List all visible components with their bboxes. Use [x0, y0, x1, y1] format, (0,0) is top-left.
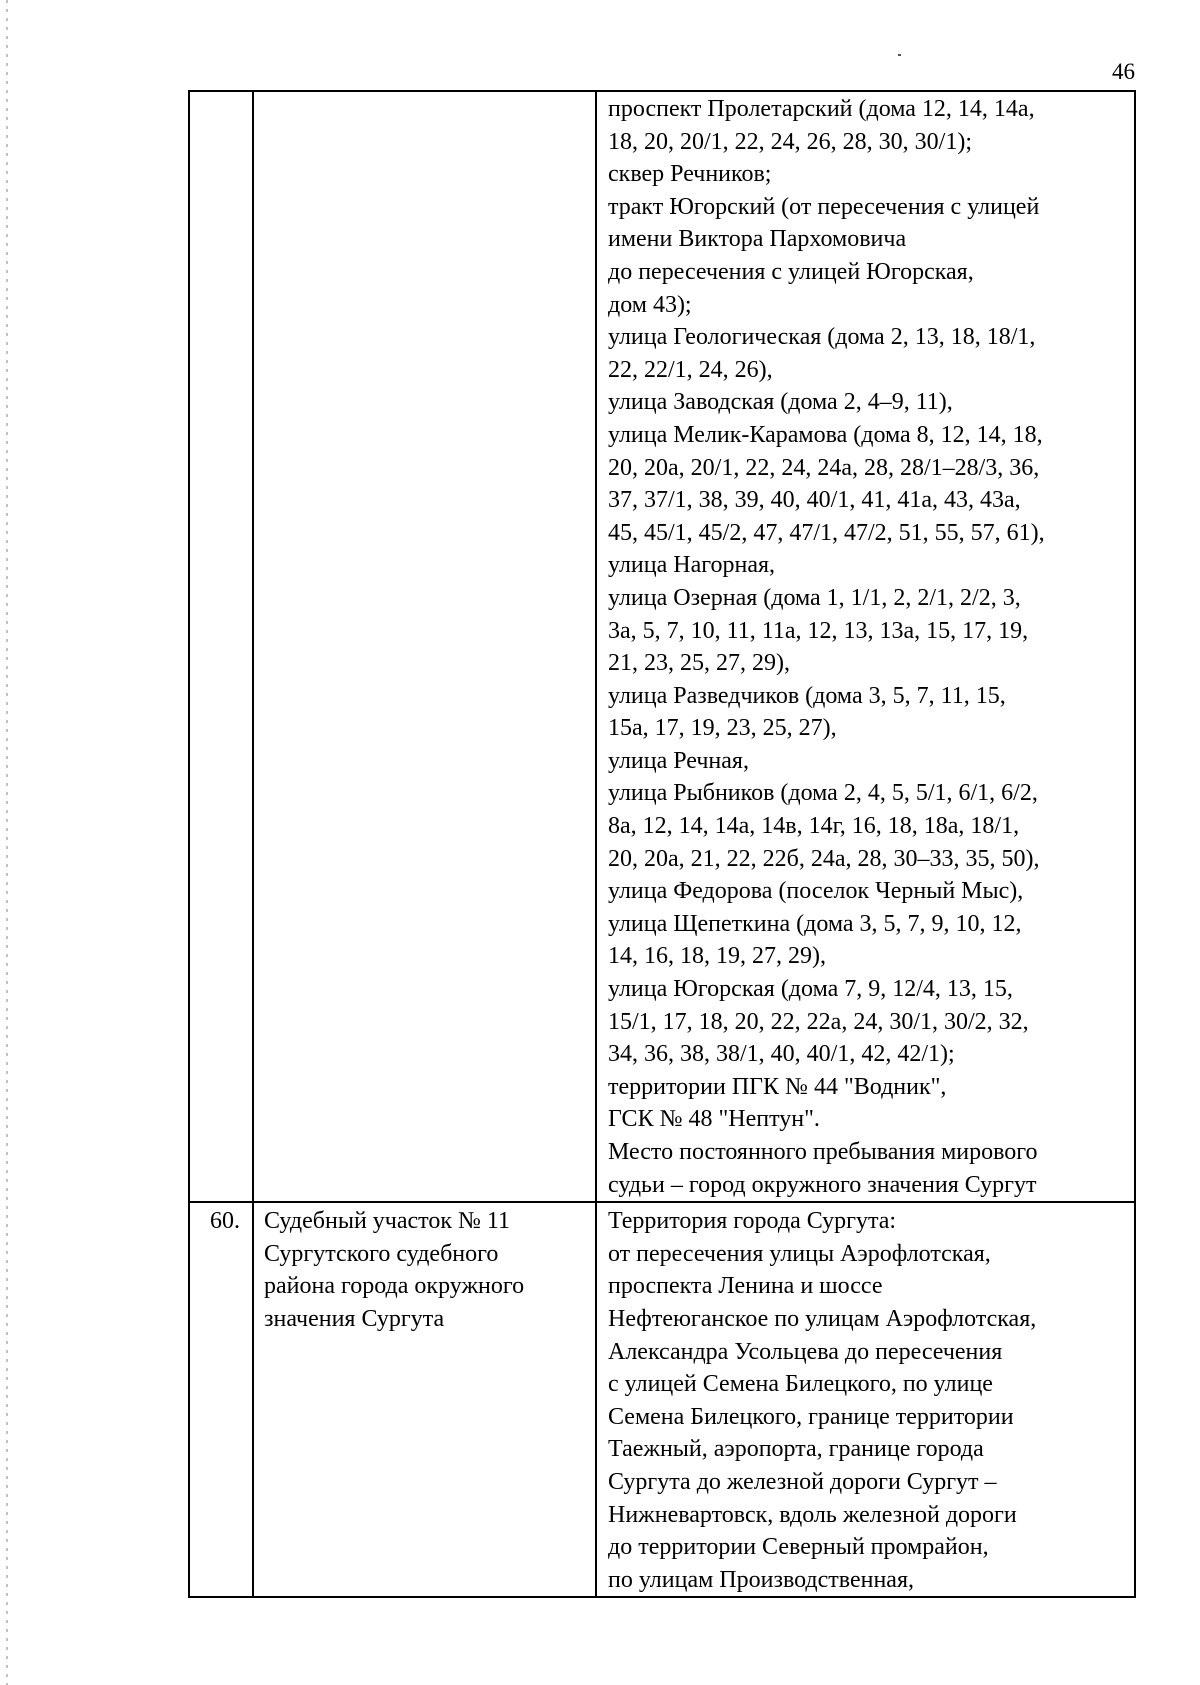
court-name-cell: [253, 91, 596, 1202]
territory-line: до пересечения с улицей Югорская,: [608, 258, 974, 285]
territory-line: улица Заводская (дома 2, 4–9, 11),: [608, 389, 953, 416]
territory-line: улица Югорская (дома 7, 9, 12/4, 13, 15,: [608, 976, 1013, 1003]
territory-line: 14, 16, 18, 19, 27, 29),: [608, 943, 826, 970]
territory-line: улица Рыбников (дома 2, 4, 5, 5/1, 6/1, 6/2,: [608, 780, 1038, 807]
scan-edge-artifact: [6, 0, 8, 1685]
court-name-line: района города окружного: [264, 1273, 525, 1300]
territory-line: имени Виктора Пархомовича: [608, 226, 907, 253]
territory-line: 18, 20, 20/1, 22, 24, 26, 28, 30, 30/1);: [608, 128, 972, 155]
scan-dot-artifact: [898, 54, 901, 56]
territory-line: Семена Билецкого, границе территории: [608, 1403, 1014, 1430]
territory-line: сквер Речников;: [608, 161, 772, 188]
territory-line: улица Нагорная,: [608, 552, 776, 579]
territory-line: Место постоянного пребывания мирового: [608, 1139, 1038, 1165]
territory-line: до территории Северный промрайон,: [608, 1534, 989, 1561]
row-number-cell: [189, 91, 253, 1202]
table-row: [189, 91, 1135, 1202]
table-row: [189, 1202, 1135, 1597]
territory-line: 22, 22/1, 24, 26),: [608, 356, 773, 383]
territory-line: территории ПГК № 44 "Водник",: [608, 1073, 947, 1100]
territory-line: Сургута до железной дороги Сургут –: [608, 1468, 997, 1495]
court-name-line: Сургутского судебного: [264, 1240, 499, 1267]
territory-cell: [596, 91, 1135, 1202]
territory-cell: [596, 1202, 1135, 1597]
territory-line: 21, 23, 25, 27, 29),: [608, 650, 790, 677]
territory-line: 15а, 17, 19, 23, 25, 27),: [608, 715, 837, 742]
territory-line: 8а, 12, 14, 14а, 14в, 14г, 16, 18, 18а, 18/1,: [608, 813, 1020, 840]
territory-line: 20, 20а, 21, 22, 22б, 24а, 28, 30–33, 35, 50),: [608, 845, 1040, 872]
court-name-cell: [253, 1202, 596, 1597]
territory-line: 37, 37/1, 38, 39, 40, 40/1, 41, 41а, 43, 43а,: [608, 487, 1021, 514]
court-name-line: значения Сургута: [264, 1305, 445, 1332]
row-number: 60.: [210, 1208, 240, 1235]
court-name-line: Судебный участок № 11: [264, 1208, 510, 1235]
territory-line: 45, 45/1, 45/2, 47, 47/1, 47/2, 51, 55, 57, 61),: [608, 519, 1045, 546]
territory-line: от пересечения улицы Аэрофлотская,: [608, 1240, 991, 1267]
territory-line: Александра Усольцева до пересечения: [608, 1338, 1003, 1365]
row-number-cell: [189, 1202, 253, 1597]
territory-line: Нижневартовск, вдоль железной дороги: [608, 1501, 1017, 1528]
territory-line: 34, 36, 38, 38/1, 40, 40/1, 42, 42/1);: [608, 1041, 955, 1068]
territory-line: Территория города Сургута:: [608, 1208, 897, 1235]
territory-line: улица Разведчиков (дома 3, 5, 7, 11, 15,: [608, 682, 1006, 709]
territory-line: с улицей Семена Билецкого, по улице: [608, 1371, 993, 1398]
territory-line: 3а, 5, 7, 10, 11, 11а, 12, 13, 13а, 15, 17, 19,: [608, 617, 1029, 644]
territory-line: улица Речная,: [608, 747, 749, 774]
territory-line: проспект Пролетарский (дома 12, 14, 14а,: [608, 96, 1035, 122]
territory-line: по улицам Производственная,: [608, 1566, 914, 1593]
territory-line: тракт Югорский (от пересечения с улицей: [608, 193, 1040, 220]
territory-line: улица Геологическая (дома 2, 13, 18, 18/1,: [608, 324, 1036, 351]
territory-line: 20, 20а, 20/1, 22, 24, 24а, 28, 28/1–28/3, 36,: [608, 454, 1040, 481]
territory-line: 15/1, 17, 18, 20, 22, 22а, 24, 30/1, 30/2, 32,: [608, 1008, 1029, 1035]
page-number: 46: [1112, 59, 1135, 84]
territory-line: дом 43);: [608, 291, 692, 318]
jurisdiction-table: [188, 90, 1136, 1598]
territory-line: проспекта Ленина и шоссе: [608, 1273, 883, 1300]
territory-line: судьи – город окружного значения Сургут: [608, 1171, 1037, 1198]
territory-line: улица Озерная (дома 1, 1/1, 2, 2/1, 2/2, 3,: [608, 584, 1021, 611]
territory-line: улица Мелик-Карамова (дома 8, 12, 14, 18,: [608, 421, 1043, 448]
territory-line: Таежный, аэропорта, границе города: [608, 1436, 984, 1463]
territory-line: улица Щепеткина (дома 3, 5, 7, 9, 10, 12,: [608, 910, 1022, 937]
territory-line: ГСК № 48 "Нептун".: [608, 1106, 820, 1133]
territory-line: Нефтеюганское по улицам Аэрофлотская,: [608, 1305, 1037, 1332]
territory-line: улица Федорова (поселок Черный Мыс),: [608, 878, 1024, 905]
